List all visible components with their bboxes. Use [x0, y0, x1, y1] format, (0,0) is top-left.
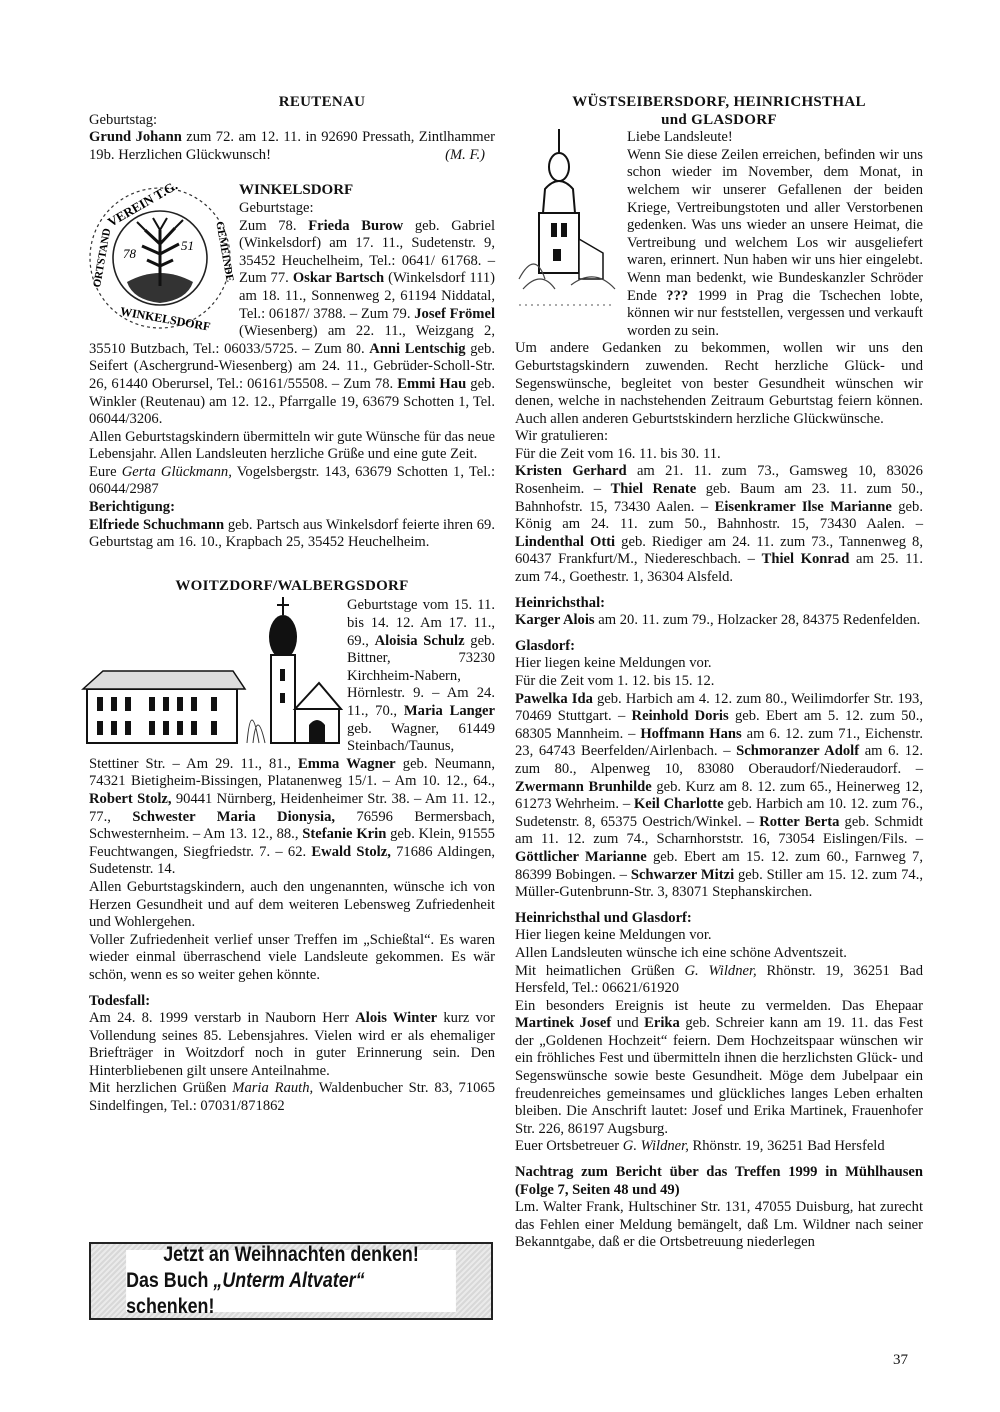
book-advert-banner — [89, 1242, 493, 1320]
reutenau-entry: Grund Johann zum 72. am 12. 11. in 92690 Pressath, Zintlhammer 19b. Herzlichen Glückwunsch! (M. F.) — [89, 129, 495, 163]
heinrichsthal-entry: Karger Alois am 20. 11. zum 79., Holzacker 28, 84375 Redenfelden. — [515, 612, 921, 629]
seal-text-top: VEREIN T.G. — [105, 178, 180, 230]
seal-text-bottom: WINKELSDORF — [119, 304, 212, 335]
glasdorf-label: Glasdorf: — [515, 637, 575, 654]
addendum-title: Nachtrag zum Bericht über das Treffen 1999 in Mühlhausen (Folge 7, Seiten 48 und 49) — [515, 1164, 923, 1198]
remembrance-text: Wenn Sie diese Zeilen erreichen, befinden wir uns schon wieder im November, dem Monat, in welchem wir unserer Gefallenen der beiden Kriege, Vertreibungstoten und aller Verstorbenen gedenken. Was uns wieder an unsere Heimat, die Vertreibung und welchem Los wir ausgeliefert waren, erinnert. Nun haben wir uns hier eingelebt. Wenn man bedenkt, wie Bundeskanzler Schröder Ende ??? 1999 in Prag die Tschechen lobte, können wir nur feststellen, vergessen und verkauft worden zu sein. — [627, 146, 923, 339]
page-number: 37 — [893, 1352, 908, 1368]
banner-line-1: Jetzt an Weihnachten denken! — [163, 1243, 419, 1266]
heinrichsthal-glasdorf-none: Hier liegen keine Meldungen vor. — [515, 927, 712, 944]
woitzdorf-section — [89, 578, 495, 1116]
winkelsdorf-entries: Zum 78. Frieda Burow geb. Gabriel (Winkelsdorf) am 17. 11., Sudetenstr. 9, 35452 Heuchelheim, Tel.: 0641/ 61768. – Zum 77. Oskar Bartsch (Winkelsdorf 111) am 18. 11., Sonnenweg 2, 61194 Niddatal, Tel.: 06187/ 3788. – Zum 79. Josef Frömel (Wiesenberg) am 22. 11., Weizgang 2, 35510 Butzbach, Tel.: 06033/5725. – Zum 80. Anni Lentschig geb. Seifert (Aschergrund-Wiesenberg) am 24. 11., Gebrüder-Scholl-Str. 26, 61440 Oberursel, Tel.: 06161/55508. – Zum 78. Emmi Hau geb. Winkler (Reutenau) am 12. 12., Pfarrgalle 19, 63679 Schotten 1, Tel. 06044/3206. — [89, 217, 496, 428]
death-notice: Am 24. 8. 1999 verstarb in Nauborn Herr Alois Winter kurz vor Vollendung seines 85. Lebensjahres. Vielen wird er als ehemaliger Briefträger in Woitzdorf noch in guter Erinnerung sein. Den Hinterbliebenen gilt unsere Anteilnahme. — [89, 1010, 495, 1079]
seal-year-right: 51 — [181, 238, 194, 254]
correction-label: Berichtigung: — [89, 499, 175, 516]
right-column — [515, 94, 923, 1252]
correction-text: Elfriede Schuchmann geb. Partsch aus Winkelsdorf feierte ihren 69. Geburtstag am 16. 10., Krapbach 25, 35452 Heuchelheim. — [89, 516, 496, 551]
section-title-reutenau: REUTENAU — [278, 94, 366, 110]
glasdorf-none: Hier liegen keine Meldungen vor. — [515, 655, 712, 672]
section-subtitle-glasdorf: und GLASDORF — [661, 111, 777, 128]
death-label: Todesfall: — [89, 992, 151, 1009]
banner-line-2: Das Buch „Unterm Altvater“ schenken! — [126, 1269, 365, 1318]
greeting: Liebe Landsleute! — [627, 129, 733, 146]
heinrichsthal-glasdorf-label: Heinrichsthal und Glasdorf: — [515, 909, 692, 926]
section-title-winkelsdorf: WINKELSDORF — [239, 182, 354, 199]
birthday-intro: Um andere Gedanken zu bekommen, wollen wir uns den Geburtstagskindern zuwenden. Recht herzliche Glück- und Segenswünsche, begleitet von bester Gesundheit wünschen wir denen, welche in nachstehenden Zeitraum Geburtstag feiern können. Auch allen anderen Geburtstskindern herzliche Glückwünsche. — [515, 340, 923, 427]
church-village-image — [83, 597, 341, 745]
woitzdorf-signature: Mit herzlichen Grüßen Maria Rauth, Waldenbucher Str. 83, 71065 Sindelfingen, Tel.: 07031/871862 — [89, 1080, 495, 1115]
reutenau-section — [89, 94, 495, 164]
church-tower-image — [515, 129, 621, 329]
golden-wedding: Ein besonders Ereignis ist heute zu vermelden. Das Ehepaar Martinek Josef und Erika geb. Schreier kann am 19. 11. das Fest der „Goldenen Hochzeit“ feiern. Dem Hochzeitspaar wünschen wir ein fröhliches Fest und übermitteln ihnen die herzlichsten Glück- und Segenswünsche sowie beste Gesundheit. Möge dem Jubelpaar ein freudenreiches gemeinsames und glückliches langes Leben erhalten bleiben. Die Anschrift lautet: Josef und Erika Martinek, Frauenhofer Str. 226, 86197 Augsburg. — [515, 997, 924, 1137]
wuest-signature: Mit heimatlichen Grüßen G. Wildner, Rhönstr. 19, 36251 Bad Hersfeld, Tel.: 06621/61920 — [515, 962, 924, 997]
seal-year-left: 78 — [123, 246, 136, 262]
wuest-signature-2: Euer Ortsbetreuer G. Wildner, Rhönstr. 19, 36251 Bad Hersfeld — [515, 1138, 885, 1155]
seal-text-left: ORTSTAND — [91, 227, 114, 289]
winkelsdorf-section — [89, 178, 496, 551]
winkelsdorf-closing: Allen Geburtstagskindern übermitteln wir gute Wünsche für das neue Lebensjahr. Allen Landsleuten herzliche Grüße und eine gute Zeit. — [89, 428, 495, 463]
author-signature: (M. F.) — [445, 146, 485, 163]
banner-text — [126, 1243, 456, 1318]
heinrichsthal-label: Heinrichsthal: — [515, 594, 605, 611]
period-2: Für die Zeit vom 1. 12. bis 15. 12. — [515, 673, 715, 689]
birthday-label: Geburtstag: — [89, 111, 158, 128]
woitzdorf-wishes: Allen Geburtstagskindern, auch den ungenannten, wünsche ich von Herzen Gesundheit und auf dem weiteren Lebensweg Zufriedenheit und Wohlergehen. — [89, 878, 495, 931]
woitzdorf-entries: Geburtstage vom 15. 11. bis 14. 12. Am 17. 11., 69., Aloisia Schulz geb. Bittner, 73230 Kirchheim-Nabern, Hörnlestr. 9. – Am 24. 11., 70., Maria Langer geb. Wagner, 61449 Steinbach/Taunus, Stettiner Str. – Am 29. 11., 81., Emma Wagner geb. Neumann, 74321 Bietigheim-Bissingen, Platanenweg 15/1. – Am 10. 12., 64., Robert Stolz, 90441 Nürnberg, Heidenheimer Str. 38. – Am 11. 12., 77., Schwester Maria Dionysia, 76596 Bermersbach, Schwesternheim. – Am 13. 12., 88., Stefanie Krin geb. Klein, 91555 Feuchtwangen, Siegfriedstr. 7. – 62. Ewald Stolz, 71686 Aldingen, Sudetenstr. 14. — [89, 597, 496, 878]
section-title-wuestseibersdorf: WÜSTSEIBERSDORF, HEINRICHSTHAL — [572, 94, 866, 110]
woitzdorf-meeting: Voller Zufriedenheit verlief unser Treffen im „Schießtal“. Es waren wieder einmal überraschend viele Landsleute gekommen. Es wär schön, wenn es so weiter gehen könnte. — [89, 931, 495, 983]
left-column — [89, 94, 495, 1116]
addendum-text: Lm. Walter Frank, Hultschiner Str. 131, 47055 Duisburg, hat zurecht das Fehlen einer Meldung bemängelt, daß Lm. Wildner nach seiner Bekanntgabe, daß er die Ortsbetreuung niederlegen — [515, 1199, 923, 1251]
winkelsdorf-signature: Eure Gerta Glückmann, Vogelsbergstr. 143, 63679 Schotten 1, Tel.: 06044/2987 — [89, 463, 496, 498]
period-1: Für die Zeit vom 16. 11. bis 30. 11. — [515, 445, 721, 462]
winkelsdorf-seal-image — [87, 178, 236, 335]
birthday-label: Geburtstage: — [239, 199, 314, 216]
glasdorf-entries: Pawelka Ida geb. Harbich am 4. 12. zum 80., Weilimdorfer Str. 193, 70469 Stuttgart. – Reinhold Doris geb. Ebert am 5. 12. zum 50., 68305 Mannheim. – Hoffmann Hans am 6. 12. zum 71., Eichenstr. 23, 64743 Beerfelden/Airlenbach. – Schmoranzer Adolf am 6. 12. zum 80., Alpenweg 10, 83080 Oberaudorf/Niederaudorf. – Zwermann Brunhilde geb. Kurz am 8. 12. zum 65., Heinerweg 12, 61273 Wehrheim. – Keil Charlotte geb. Harbich am 10. 12. zum 76., Sudetenstr. 8, 65375 Oestrich/Winkel. – Rotter Berta geb. Schmidt am 11. 12. zum 74., Scharnhorststr. 16, 73054 Eislingen/Fils. – Göttlicher Marianne geb. Ebert am 15. 12. zum 60., Farnweg 7, 86399 Bobingen. – Schwarzer Mitzi geb. Stiller am 15. 12. zum 74., Müller-Gutenbrunn-Str. 3, 83071 Stephanskirchen. — [515, 690, 924, 901]
congrats-label: Wir gratulieren: — [515, 428, 609, 445]
section-title-woitzdorf: WOITZDORF/WALBERGSDORF — [175, 577, 409, 594]
seal-text-right: GEMEINDE — [213, 220, 236, 284]
wuest-entries: Kristen Gerhard am 21. 11. zum 73., Gamsweg 10, 83026 Rosenheim. – Thiel Renate geb. Baum am 23. 11. zum 50., Bahnhofstr. 15, 73430 Aalen. – Eisenkramer Ilse Marianne geb. König am 24. 11. zum 50., Bahnhostr. 15, 73430 Aalen. – Lindenthal Otti geb. Riediger am 24. 11. zum 73., Tannenweg 8, 60437 Frankfurt/M., Niedereschbach. – Thiel Konrad am 25. 11. zum 74., Goethestr. 1, 36304 Alsfeld. — [515, 463, 923, 586]
advent-wish: Allen Landsleuten wünsche ich eine schöne Adventszeit. — [515, 944, 847, 961]
